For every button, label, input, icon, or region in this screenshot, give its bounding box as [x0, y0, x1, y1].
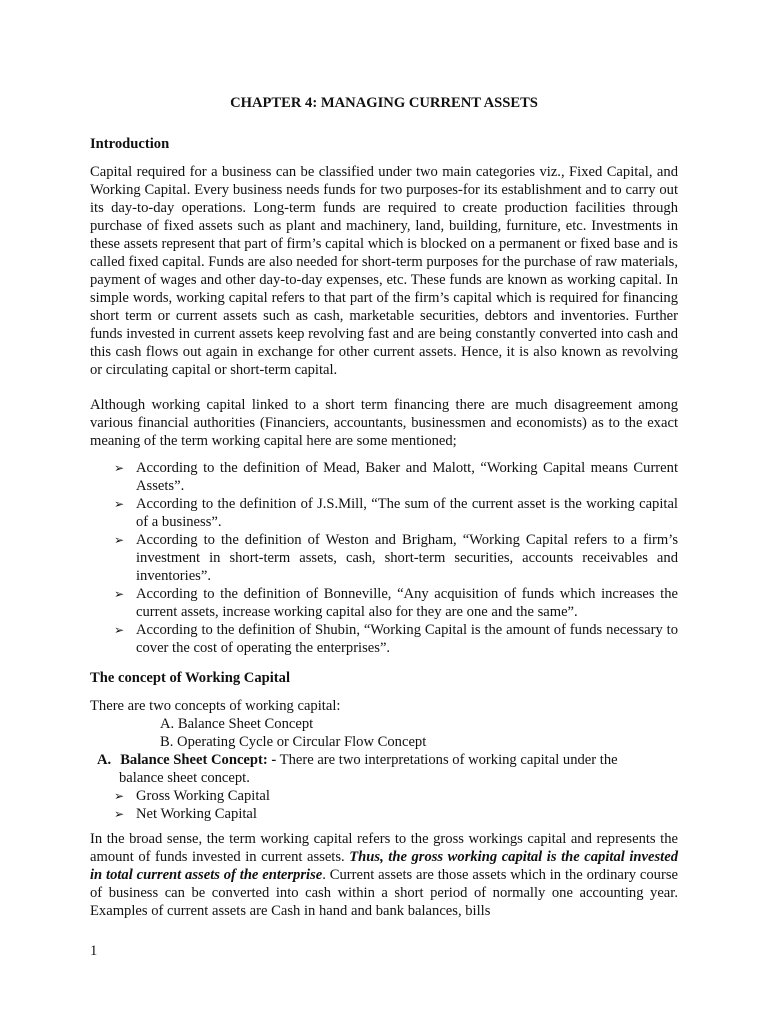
concept-heading: The concept of Working Capital — [90, 670, 291, 686]
arrow-bullet-icon: ➢ — [114, 789, 125, 803]
definition-text: According to the definition of Weston and Brigham, “Working Capital refers to a firm’s investment in short-term assets, cash, short-term securities, accounts receivables and inventories”. — [136, 532, 678, 584]
definition-item — [90, 585, 678, 621]
definition-item — [90, 459, 678, 495]
definition-text: According to the definition of Mead, Baker and Malott, “Working Capital means Current Assets”. — [136, 460, 678, 494]
balance-sheet-label: Balance Sheet Concept: - — [120, 752, 277, 768]
concept-intro: There are two concepts of working capital: — [90, 698, 341, 714]
interpretations-list — [90, 787, 678, 823]
introduction-paragraph-1: Capital required for a business can be classified under two main categories viz., Fixed Capital, and Working Capital. Every business needs funds for two purposes-for its establishment and to carry out its day-to-day operations. Long-term funds are required to create production facilities through purchase of fixed assets such as plant and machinery, land, building, furniture, etc. Investments in these assets represent that part of firm’s capital which is blocked on a permanent or fixed base and is called fixed capital. Funds are also needed for short-term purposes for the purchase of raw materials, payment of wages and other day-to-day expenses, etc. These funds are known as working capital. In simple words, working capital refers to that part of the firm’s capital which is required for financing short term or current assets such as cash, marketable securities, debtors and inventories. Further funds invested in current assets keep revolving fast and are being constantly converted into cash and this cash flows out again in exchange for other current assets. Hence, it is also known as revolving or circulating capital or short-term capital. — [90, 164, 678, 378]
concept-item-b: B. Operating Cycle or Circular Flow Concept — [160, 734, 427, 750]
arrow-bullet-icon: ➢ — [114, 587, 125, 601]
introduction-paragraph-2: Although working capital linked to a short term financing there are much disagreement among various financial authorities (Financiers, accountants, businessmen and economists) as to the exact meaning of the term working capital here are some mentioned; — [90, 397, 678, 449]
paragraph-text-2: . Current assets are those assets which in the ordinary course of business can be converted into cash within a short period of normally one accounting year. Examples of current assets are Cash in hand and bank balances, bills — [90, 867, 678, 919]
paragraph-text-1: In the broad sense, the term working capital refers to the gross workings capital and represents the amount of funds invested in current assets. — [90, 831, 678, 865]
balance-sheet-text: There are two interpretations of working capital under the — [276, 752, 618, 768]
definition-text: According to the definition of Shubin, “Working Capital is the amount of funds necessary to cover the cost of operating the enterprises”. — [136, 622, 678, 656]
definition-text: According to the definition of J.S.Mill, “The sum of the current asset is the working capital of a business”. — [136, 496, 678, 530]
arrow-bullet-icon: ➢ — [114, 623, 125, 637]
definition-item — [90, 531, 678, 585]
chapter-title: CHAPTER 4: MANAGING CURRENT ASSETS — [230, 95, 538, 111]
balance-sheet-marker: A. — [97, 752, 112, 768]
definition-item — [90, 621, 678, 657]
balance-sheet-concept-line — [97, 751, 618, 769]
arrow-bullet-icon: ➢ — [114, 461, 125, 475]
arrow-bullet-icon: ➢ — [114, 807, 125, 821]
document-page — [90, 0, 678, 1024]
interpretation-text: Net Working Capital — [136, 806, 257, 822]
interpretation-item-net — [90, 805, 678, 823]
page-number: 1 — [90, 943, 98, 959]
definition-item — [90, 495, 678, 531]
definitions-list — [90, 459, 678, 657]
definition-text: According to the definition of Bonneville, “Any acquisition of funds which increases the current assets, increase working capital also for they are one and the same”. — [136, 586, 678, 620]
paragraph-emphasis: Thus, the gross working capital is the capital invested in total current assets of the enterprise — [90, 849, 678, 883]
concept-item-a: A. Balance Sheet Concept — [160, 716, 314, 732]
balance-sheet-text-continued: balance sheet concept. — [119, 770, 250, 786]
interpretation-text: Gross Working Capital — [136, 788, 270, 804]
introduction-heading: Introduction — [90, 136, 170, 152]
arrow-bullet-icon: ➢ — [114, 533, 125, 547]
gross-working-capital-paragraph — [90, 830, 678, 920]
interpretation-item-gross — [90, 787, 678, 805]
arrow-bullet-icon: ➢ — [114, 497, 125, 511]
